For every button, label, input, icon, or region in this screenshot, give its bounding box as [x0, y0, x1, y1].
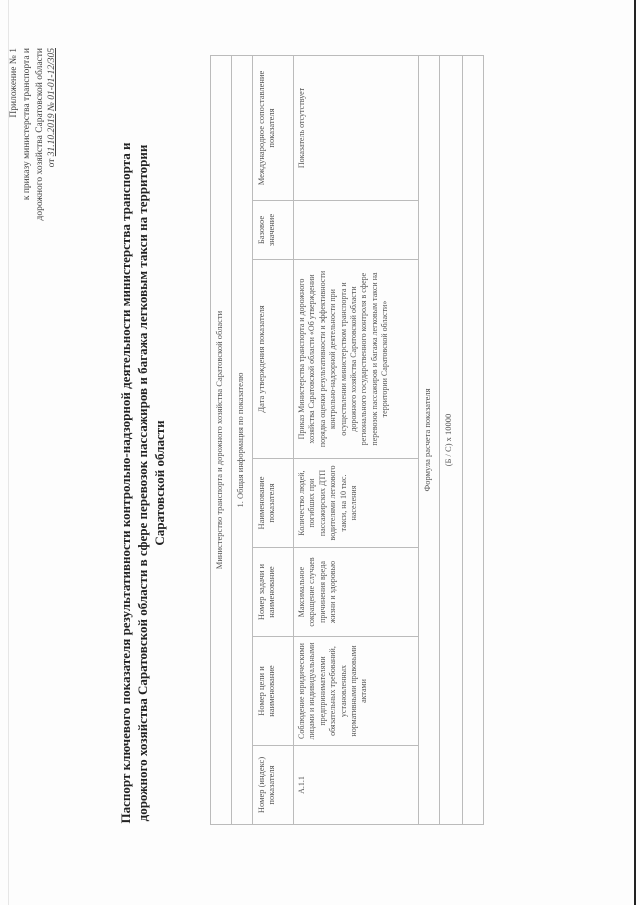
cell-intl: Показатель отсутствует [294, 56, 419, 201]
header-date: Дата утверждения показателя [253, 260, 294, 459]
cell-base [294, 201, 419, 260]
appendix-from-prefix: от [47, 158, 58, 168]
header-intl: Международное сопоставление показателя [253, 56, 294, 201]
section-row: 1. Общая информация по показателю [232, 56, 253, 825]
cell-task: Максимальное сокращение случаев причинения вреда жизни и здоровью [294, 548, 419, 637]
header-index: Номер (индекс) показателя [253, 746, 294, 825]
empty-row [463, 56, 484, 825]
header-task: Номер задачи и наименование [253, 548, 294, 637]
passport-table [210, 55, 484, 825]
appendix-date: 31.10.2019 [47, 113, 58, 157]
cell-date: Приказ Министерства транспорта и дорожного хозяйства Саратовской области «Об утверждении порядка оценки результативности и эффективности контрольно-надзорной деятельности при осуществлении министерством транспорта и дорожного хозяйства Саратовской области регионального государственного контроля в сфере перевозок пассажиров и багажа легковым такси на территории Саратовской области» [294, 260, 419, 459]
header-goal: Номер цели и наименование [253, 637, 294, 746]
appendix-line-1: Приложение № 1 [9, 48, 19, 118]
appendix-line-4 [46, 48, 59, 348]
appendix-number: № 01-01-12/305 [47, 48, 58, 112]
header-base: Базовое значение [253, 201, 294, 260]
appendix-line-2: к приказу министерства транспорта и [21, 48, 32, 201]
header-name: Наименование показателя [253, 459, 294, 548]
formula-value: (Б / С) х 10000 [440, 56, 463, 825]
cell-goal: Соблюдение юридическими лицами и индивидуальными предпринимателями обязательных требований, установленных нормативными правовыми актами [294, 637, 419, 746]
formula-label: Формула расчета показателя [419, 56, 440, 825]
cell-name: Количество людей, погибших при пассажирских ДТП водителями легкового такси, на 10 тыс. населения [294, 459, 419, 548]
appendix-line-3: дорожного хозяйства Саратовской области [34, 48, 45, 221]
cell-index: А.1.1 [294, 746, 419, 825]
document-title: Паспорт ключевого показателя результативности контрольно-надзорной деятельности министерства транспорта и дорожного хозяйства Саратовской области в сфере перевозок пассажиров и багажа легковым такси на территории Саратовской области [118, 142, 167, 824]
appendix-block [8, 48, 59, 348]
org-row: Министерство транспорта и дорожного хозяйства Саратовской области [211, 56, 232, 825]
